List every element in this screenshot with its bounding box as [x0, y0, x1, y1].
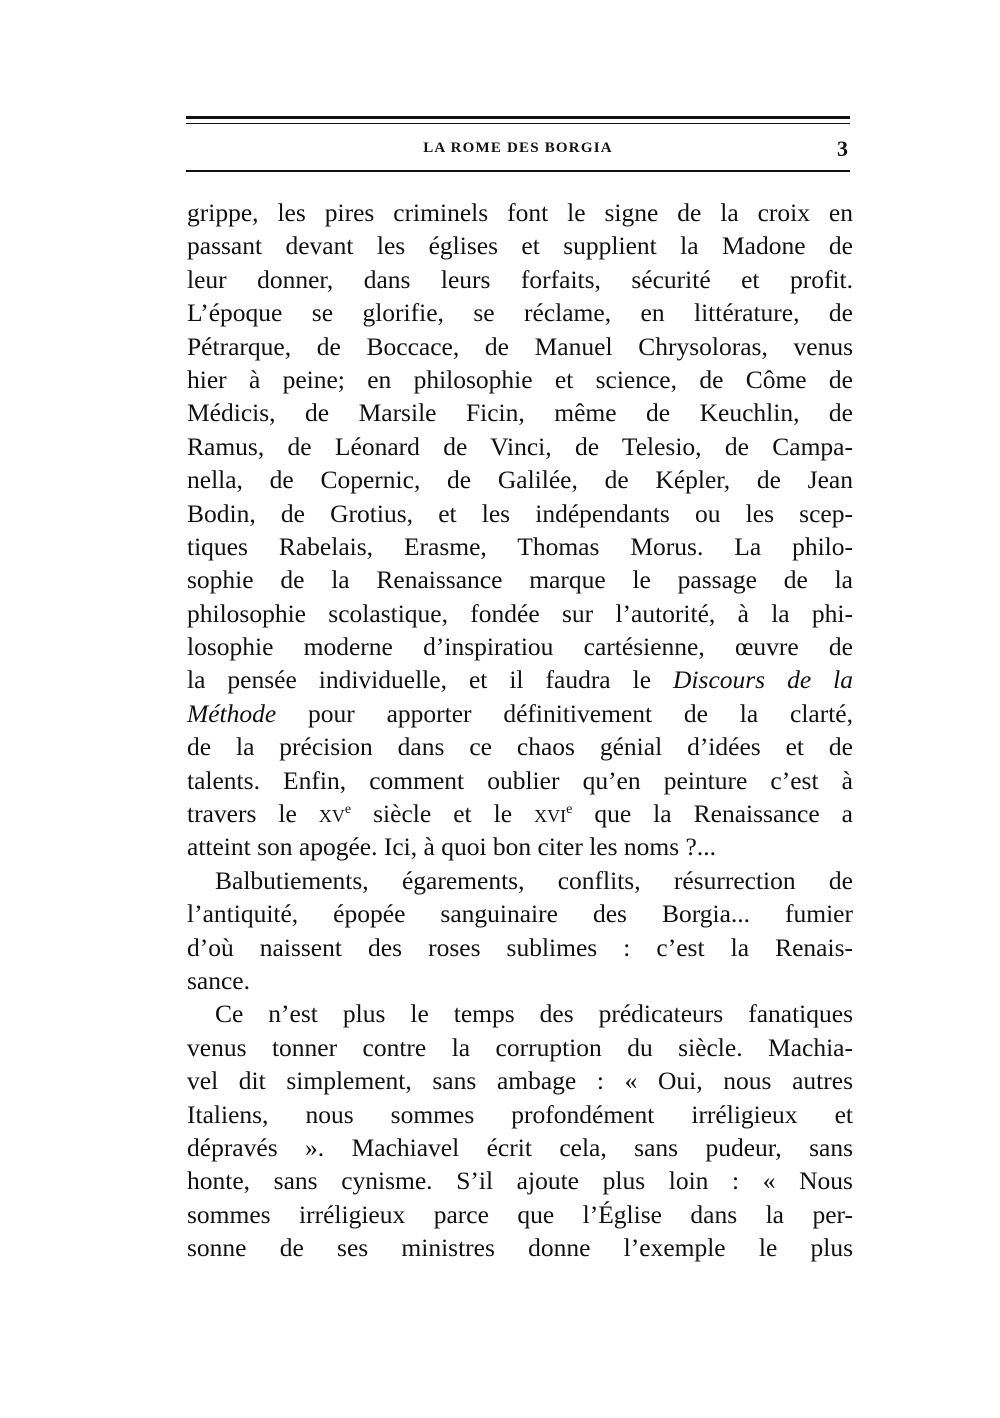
paragraph-1: [187, 196, 853, 864]
text-segment: que la Renaissance a: [572, 799, 854, 829]
text-line: d’où naissent des roses sublimes : c’est la Renais-: [187, 932, 853, 962]
century-numeral: xv: [318, 799, 345, 829]
page-body-text: [187, 196, 853, 1265]
text-line: Médicis, de Marsile Ficin, même de Keuchlin, de: [187, 398, 853, 428]
page-number: 3: [837, 136, 848, 161]
text-segment: travers le: [187, 799, 319, 829]
text-line: sophie de la Renaissance marque le passage de la: [187, 565, 853, 595]
text-line: nella, de Copernic, de Galilée, de Képler, de Jean: [187, 465, 853, 495]
text-segment: siècle et le: [351, 799, 535, 829]
text-line: tiques Rabelais, Erasme, Thomas Morus. La philo-: [187, 531, 853, 561]
text-line: vel dit simplement, sans ambage : « Oui, nous autres: [187, 1066, 853, 1096]
italic-title-methode: Méthode: [187, 698, 277, 728]
text-line: Italiens, nous sommes profondément irréligieux et: [187, 1099, 853, 1129]
text-line: sonne de ses ministres donne l’exemple le plus: [187, 1233, 853, 1263]
text-line: Pétrarque, de Boccace, de Manuel Chrysoloras, venus: [187, 331, 853, 361]
text-line: [187, 797, 853, 830]
header-double-rule-thick: [186, 116, 850, 119]
superscript: e: [566, 802, 573, 818]
text-line: philosophie scolastique, fondée sur l’autorité, à la phi-: [187, 598, 853, 628]
running-head: [186, 136, 850, 162]
text-line: losophie moderne d’inspiratiou cartésienne, œuvre de: [187, 632, 853, 662]
text-line: Ramus, de Léonard de Vinci, de Telesio, de Campa-: [187, 431, 853, 461]
text-line: Ce n’est plus le temps des prédicateurs fanatiques: [215, 999, 853, 1029]
text-line: [187, 663, 853, 696]
text-line: honte, sans cynisme. S’il ajoute plus loin : « Nous: [187, 1166, 853, 1196]
header-underline-rule: [186, 170, 850, 172]
text-line: passant devant les églises et supplient la Madone de: [187, 231, 853, 261]
paragraph-2: [187, 864, 853, 998]
running-title: LA ROME DES BORGIA: [423, 140, 613, 156]
text-line: Bodin, de Grotius, et les indépendants ou les scep-: [187, 498, 853, 528]
text-line: grippe, les pires criminels font le signe de la croix en: [187, 198, 853, 227]
text-line: atteint son apogée. Ici, à quoi bon citer les noms ?...: [187, 832, 716, 862]
text-line: l’antiquité, épopée sanguinaire des Borgia... fumier: [187, 899, 853, 929]
paragraph-3: [187, 997, 853, 1264]
text-segment: la pensée individuelle, et il faudra le: [187, 665, 674, 695]
text-line: sommes irréligieux parce que l’Église dans la per-: [187, 1199, 853, 1229]
text-segment: pour apporter définitivement de la clarté,: [276, 698, 853, 728]
century-numeral: xvi: [534, 799, 567, 829]
text-line: sance.: [187, 965, 251, 995]
text-line: venus tonner contre la corruption du siècle. Machia-: [187, 1032, 853, 1062]
text-line: dépravés ». Machiavel écrit cela, sans pudeur, sans: [187, 1132, 853, 1162]
text-line: leur donner, dans leurs forfaits, sécurité et profit.: [187, 264, 853, 294]
superscript: e: [344, 802, 352, 818]
text-line: talents. Enfin, comment oublier qu’en peinture c’est à: [187, 765, 853, 795]
text-line: [187, 697, 853, 730]
italic-title-discours: Discours de la: [673, 665, 853, 695]
text-line: de la précision dans ce chaos génial d’idées et de: [187, 732, 853, 762]
header-double-rule-thin: [186, 123, 850, 124]
text-line: Balbutiements, égarements, conflits, résurrection de: [215, 865, 853, 895]
text-line: hier à peine; en philosophie et science, de Côme de: [187, 364, 853, 394]
text-line: L’époque se glorifie, se réclame, en littérature, de: [187, 298, 853, 328]
